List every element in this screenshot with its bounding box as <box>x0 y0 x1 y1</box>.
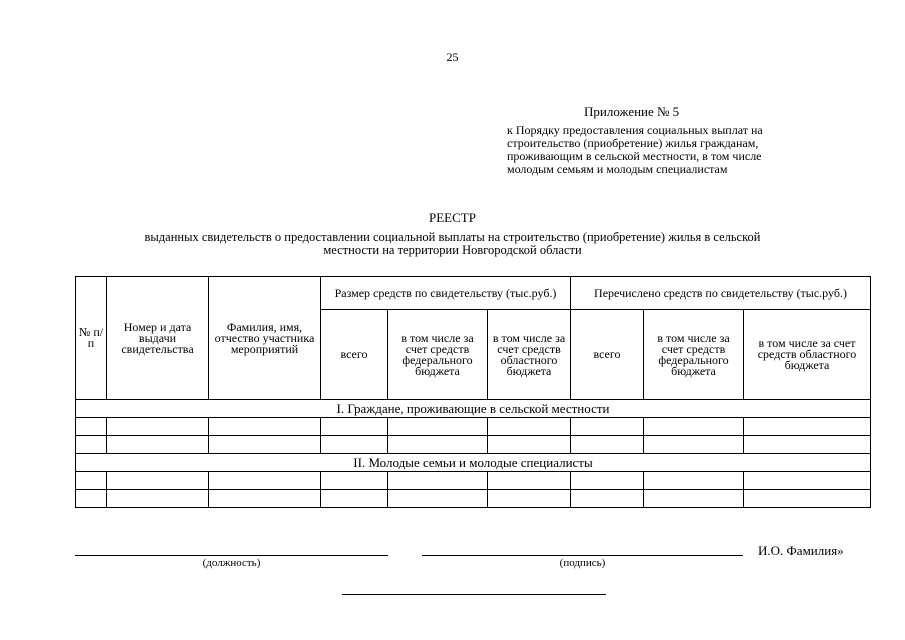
position-signature-line <box>75 555 388 556</box>
section-row <box>76 400 871 418</box>
table-cell <box>209 490 321 508</box>
table-cell <box>76 436 107 454</box>
signature-caption: (подпись) <box>559 557 606 569</box>
table-cell <box>571 472 644 490</box>
table-cell <box>644 418 744 436</box>
position-caption: (должность) <box>202 557 261 569</box>
section-title: II. Молодые семьи и молодые специалисты <box>76 454 871 472</box>
registry-table <box>75 276 871 508</box>
table-cell <box>488 472 571 490</box>
table-cell <box>76 418 107 436</box>
appendix-text: к Порядку предоставления социальных выплат на строительство (приобретение) жилья гражданам, проживающим в сельской местности, в том числе молодым семьям и молодым специалистам <box>507 123 763 176</box>
section-title: I. Граждане, проживающие в сельской местности <box>76 400 871 418</box>
table-cell <box>571 418 644 436</box>
table-cell <box>488 490 571 508</box>
col-name-header: Фамилия, имя, отчество участника мероприятий <box>209 277 321 400</box>
appendix-title: Приложение № 5 <box>584 104 680 119</box>
sub-regional-header: в том числе за счет средств областного бюджета <box>488 310 571 400</box>
sub-federal2-header: в том числе за счет средств федерального бюджета <box>644 310 744 400</box>
table-cell <box>209 436 321 454</box>
table-cell <box>321 472 388 490</box>
table-row <box>76 490 871 508</box>
table-row <box>76 418 871 436</box>
bottom-divider-line <box>342 594 606 595</box>
table-cell <box>321 418 388 436</box>
group-paid-header: Перечислено средств по свидетельству (тыс.руб.) <box>571 277 871 310</box>
table-cell <box>76 490 107 508</box>
sub-total2-header: всего <box>571 310 644 400</box>
table-cell <box>321 436 388 454</box>
table-cell <box>644 436 744 454</box>
registry-title: РЕЕСТР <box>429 210 476 225</box>
table-cell <box>107 418 209 436</box>
table-row <box>76 436 871 454</box>
table-cell <box>321 490 388 508</box>
signatory-name: И.О. Фамилия» <box>758 543 844 558</box>
signature-line <box>422 555 743 556</box>
table-cell <box>209 472 321 490</box>
sub-federal-header: в том числе за счет средств федерального бюджета <box>388 310 488 400</box>
col-certificate-header: Номер и дата выдачи свидетельства <box>107 277 209 400</box>
table-cell <box>744 436 871 454</box>
group-size-header: Размер средств по свидетельству (тыс.руб.) <box>321 277 571 310</box>
table-cell <box>744 490 871 508</box>
registry-subtitle: выданных свидетельств о предоставлении социальной выплаты на строительство (приобретение) жилья в сельской местности на территории Новгородской области <box>144 230 761 257</box>
sub-total-header: всего <box>321 310 388 400</box>
table-cell <box>388 490 488 508</box>
sub-regional2-header: в том числе за счет средств областного бюджета <box>744 310 871 400</box>
table-cell <box>644 490 744 508</box>
col-number-header: № п/п <box>76 277 107 400</box>
table-cell <box>571 436 644 454</box>
table-cell <box>644 472 744 490</box>
table-cell <box>388 472 488 490</box>
table-cell <box>388 436 488 454</box>
section-row <box>76 454 871 472</box>
table-cell <box>107 436 209 454</box>
table-cell <box>388 418 488 436</box>
table-header-row <box>76 277 871 310</box>
table-cell <box>744 418 871 436</box>
table-cell <box>488 436 571 454</box>
page-number: 25 <box>446 50 459 64</box>
table-cell <box>76 472 107 490</box>
table-cell <box>571 490 644 508</box>
table-row <box>76 472 871 490</box>
table-cell <box>107 472 209 490</box>
table-cell <box>107 490 209 508</box>
table-cell <box>744 472 871 490</box>
table-cell <box>209 418 321 436</box>
table-cell <box>488 418 571 436</box>
